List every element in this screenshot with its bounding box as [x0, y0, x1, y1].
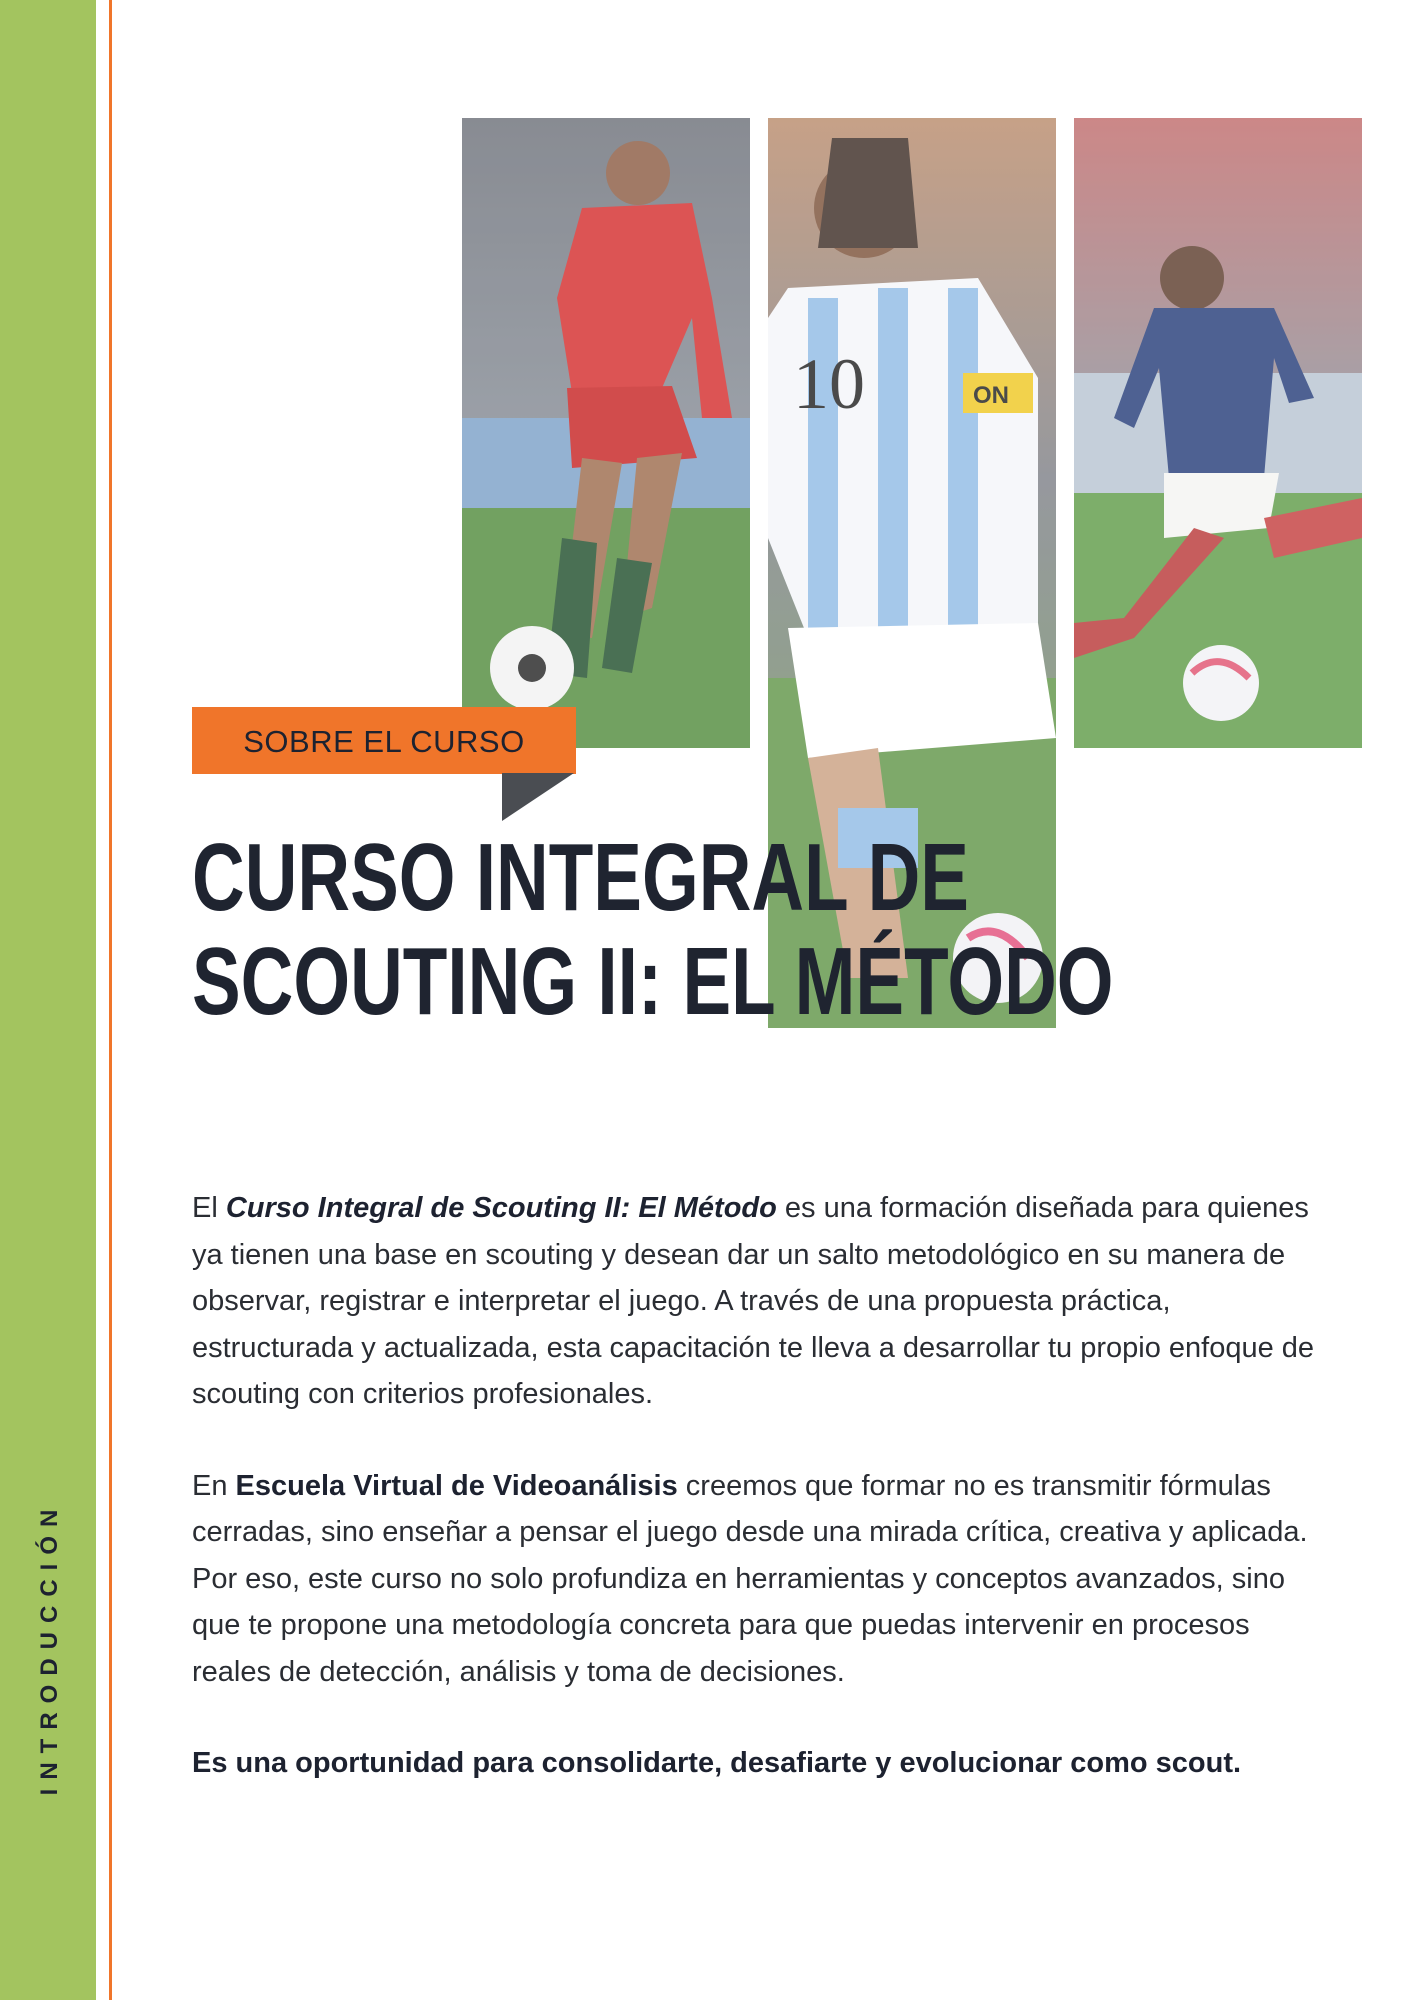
p2-lead: En: [192, 1469, 236, 1502]
p1-lead: El: [192, 1192, 226, 1224]
page-title: [192, 826, 1114, 1034]
p2-text: creemos que formar no es transmitir fórmulas cerradas, sino enseñar a pensar el juego desde una mirada crítica, creativa y aplicada. Por eso, este curso no solo profundiza en herramientas y conceptos avanzados, sino que te propone una metodología concreta para que puedas intervenir en procesos reales de detección, análisis y toma de decisiones.: [192, 1469, 1308, 1688]
closing-statement: Es una oportunidad para consolidarte, desafiarte y evolucionar como scout.: [192, 1747, 1242, 1779]
hero-photo-right: [1074, 118, 1362, 748]
title-line-2: SCOUTING II: EL MÉTODO: [192, 928, 1114, 1035]
paragraph-intro: [192, 1185, 1322, 1418]
course-name: Curso Integral de Scouting II: El Método: [225, 1192, 777, 1224]
p1-text: es una formación diseñada para quienes ya tienen una base en scouting y desean dar un salto metodológico en su manera de observar, registrar e interpretar el juego. A través de una propuesta práctica, estructurada y actualizada, esta capacitación te lleva a desarrollar tu propio enfoque de scouting con criterios profesionales.: [192, 1192, 1315, 1410]
section-tag-label: SOBRE EL CURSO: [243, 724, 525, 759]
body-text: [192, 1185, 1322, 1787]
section-tag: [192, 707, 576, 774]
svg-text:10: 10: [793, 344, 865, 424]
paragraph-school: [192, 1463, 1322, 1696]
school-name: Escuela Virtual de Videoanálisis: [235, 1469, 678, 1502]
tag-tail-shape: [502, 773, 574, 821]
svg-text:ON: ON: [973, 382, 1009, 409]
hero-photo-left: [462, 118, 750, 748]
section-label: INTRODUCCIÓN: [36, 1500, 63, 1796]
title-line-1: CURSO INTEGRAL DE: [192, 824, 969, 931]
sidebar-accent-line: [109, 0, 112, 2000]
